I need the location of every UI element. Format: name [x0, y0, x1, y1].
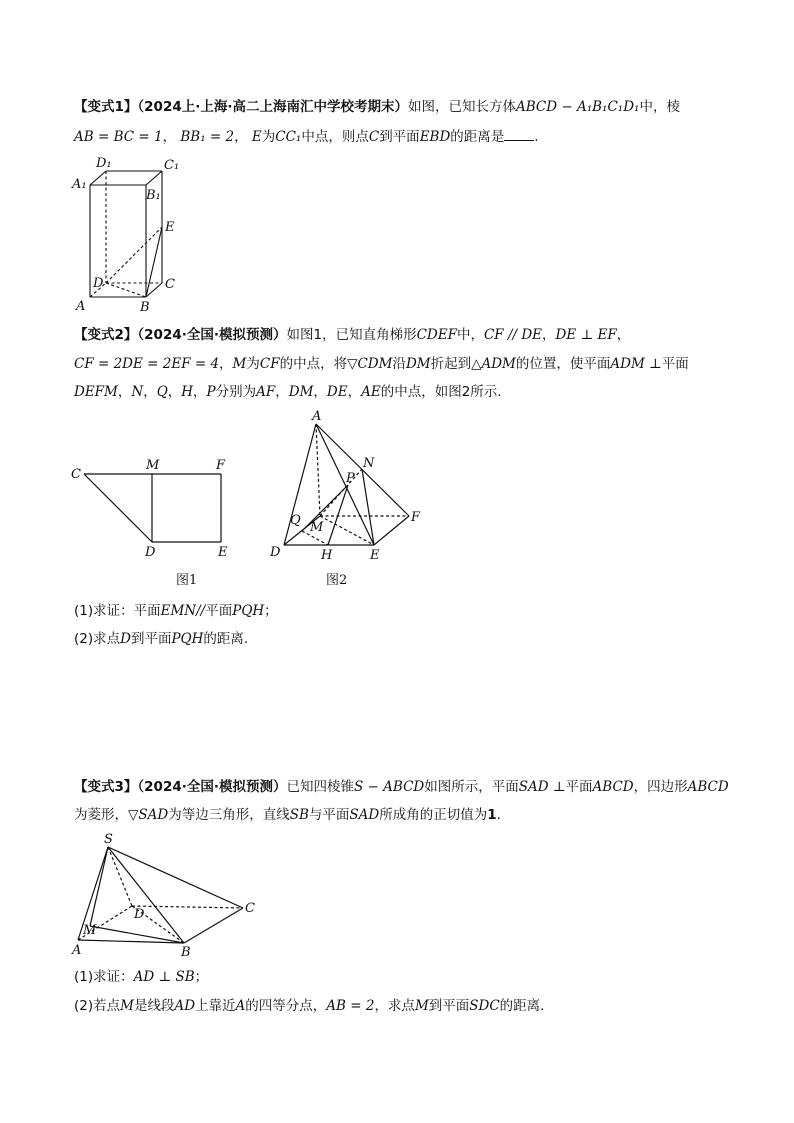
fig2-label-f: F	[411, 510, 421, 525]
p1-math: CC₁	[275, 129, 302, 145]
label-c: C	[165, 277, 175, 292]
p2-text: ，	[117, 384, 132, 400]
p3-text: 与平面	[308, 807, 350, 823]
p2-text: 平面	[661, 356, 689, 372]
fig2-label-e: E	[370, 548, 380, 563]
fig1-label-f: F	[216, 458, 226, 473]
p3-q2-text: (2)若点	[74, 998, 121, 1014]
p2-math: D	[120, 631, 131, 647]
p3-text: .	[496, 807, 501, 823]
p2-text: ，	[542, 327, 556, 343]
p3-math: S − ABCD	[354, 779, 425, 795]
p3-math: SAD ⊥	[518, 779, 566, 795]
p2-text: 如图1，已知直角梯形	[286, 327, 417, 343]
p2-math: CDEF	[416, 327, 457, 343]
p3-text: ；	[194, 969, 209, 985]
edge-sc	[108, 847, 243, 908]
p2-math: CF // DE	[483, 327, 543, 343]
label-d: D	[93, 276, 104, 291]
edge-cd	[84, 474, 152, 542]
p3-text: 已知四棱锥	[286, 779, 354, 795]
fig2-label-d: D	[270, 545, 281, 560]
p3-math: ABCD	[687, 779, 729, 795]
fig1-label-d: D	[145, 545, 156, 560]
p3-question-1	[74, 968, 208, 986]
p2-text: ，	[219, 356, 233, 372]
p2-math: ADM ⊥	[610, 356, 662, 372]
label-a: A	[76, 299, 86, 314]
p3-math: M	[414, 998, 429, 1014]
fig2-label-p: P	[346, 471, 355, 486]
p2-math: CF	[259, 356, 280, 372]
p2-text: ，	[193, 384, 207, 400]
label-c1: C₁	[164, 158, 180, 173]
edge-am	[316, 424, 320, 516]
edge-ef	[374, 516, 409, 545]
p2-text: 中，	[456, 327, 484, 343]
p3-text: 是线段	[133, 998, 175, 1014]
p1-math: BB₁ = 2	[180, 129, 235, 145]
edge-dc	[132, 906, 243, 908]
p2-q1-text: (1)求证：平面	[74, 603, 161, 619]
label-d1: D₁	[96, 156, 112, 171]
p2-text: 平面	[205, 603, 233, 619]
p3-math: AD	[174, 998, 196, 1014]
fig1-label-c: C	[71, 467, 81, 482]
p2-line-1	[74, 326, 630, 344]
p3-text: 如图所示，平面	[424, 779, 519, 795]
p3-label-s: S	[104, 832, 113, 847]
p2-math: PQH	[171, 631, 204, 647]
p3-label-m: M	[83, 923, 97, 938]
p3-text: 的距离.	[499, 998, 545, 1014]
fig2-label-a: A	[312, 409, 322, 424]
p3-line-2	[74, 806, 501, 824]
label-b1: B₁	[146, 188, 161, 203]
p2-text: 的中点，将	[279, 356, 348, 372]
p3-text: 的四等分点，	[245, 998, 327, 1014]
edge-sm	[90, 847, 108, 926]
p2-text: ，	[313, 384, 327, 400]
p1-text: 到平面	[379, 129, 420, 145]
label-a1: A₁	[72, 177, 87, 192]
edge-hp	[328, 485, 348, 545]
p2-text: 到平面	[130, 631, 172, 647]
p2-math: //	[196, 603, 206, 619]
edge-me	[320, 516, 374, 545]
p2-math: DE ⊥ EF	[555, 327, 617, 343]
p3-text: 上靠近	[195, 998, 236, 1014]
p2-text: ，	[167, 384, 182, 400]
p3-text: 到平面	[428, 998, 470, 1014]
p1-math-solid: ABCD − A₁B₁C₁D₁	[516, 99, 640, 115]
p2-math: ▽CDM	[347, 356, 393, 372]
p2-text: 折起到	[430, 356, 472, 372]
edge-bc	[184, 908, 243, 943]
p2-text: ，	[275, 384, 289, 400]
fig1-label-e: E	[218, 545, 228, 560]
p1-text: .	[534, 129, 539, 145]
p2-math: P	[206, 384, 216, 400]
p1-text: 中，棱	[639, 99, 680, 115]
fig2-label-m: M	[310, 520, 324, 535]
p2-question-1	[74, 602, 278, 620]
label-b: B	[140, 300, 150, 315]
p3-q1-text: (1)求证：	[74, 969, 134, 985]
p2-text: 的距离.	[203, 631, 249, 647]
p3-source: （2024·全国·模拟预测）	[137, 779, 287, 795]
p2-math: AE	[361, 384, 381, 400]
p2-figure-2-pyramid	[266, 407, 436, 592]
p3-label-c: C	[245, 901, 255, 916]
p2-math: △ADM	[471, 356, 516, 372]
p3-text: 平面	[565, 779, 593, 795]
p1-cuboid-figure	[70, 155, 190, 315]
p1-tag: 【变式1】	[74, 99, 138, 115]
fig2-caption: 图2	[326, 573, 348, 588]
p2-math: DM	[405, 356, 431, 372]
p1-text: 中点，则点	[301, 129, 369, 145]
label-e: E	[165, 220, 175, 235]
p2-math: H	[181, 384, 194, 400]
p2-math: EMN	[160, 603, 197, 619]
p2-math: Q	[156, 384, 168, 400]
p1-line-2: AB = BC = 1， BB₁ = 2， E为CC₁中点，则点C到平面EBD的距离是 .	[74, 129, 539, 145]
p3-math: AB = 2	[326, 998, 375, 1014]
p3-text: ，四边形	[633, 779, 688, 795]
p3-math: SAD	[349, 807, 380, 823]
p3-tag: 【变式3】	[74, 779, 138, 795]
p2-math: AF	[256, 384, 276, 400]
edge-db	[106, 283, 146, 297]
p1-math: AB = BC = 1	[74, 129, 163, 145]
edge-sb	[108, 847, 184, 943]
p2-text: 分别为	[215, 384, 257, 400]
edge-a1d1	[90, 171, 106, 185]
p2-tag: 【变式2】	[74, 327, 138, 343]
p1-math: C	[368, 129, 380, 145]
p3-value: 1	[487, 807, 497, 823]
p2-line-2	[74, 355, 689, 373]
p2-math: DM	[288, 384, 314, 400]
p2-text: ，	[143, 384, 157, 400]
edge-be	[146, 227, 162, 297]
p1-math: EBD	[419, 129, 451, 145]
p1-source: （2024上·上海·高二上海南汇中学校考期末）	[137, 99, 408, 115]
edge-qp	[302, 485, 348, 531]
p1-text: 的距离是	[450, 129, 505, 145]
edge-ae	[316, 424, 374, 545]
p1-line-1	[74, 98, 680, 116]
p3-question-2	[74, 997, 544, 1015]
p2-math: CF = 2DE = 2EF = 4	[74, 356, 220, 372]
p3-text: ，求点	[374, 998, 415, 1014]
p2-text: ，	[616, 327, 631, 343]
p3-label-d: D	[134, 907, 145, 922]
p3-math: ▽SAD	[128, 807, 169, 823]
p3-line-1	[74, 778, 729, 796]
p3-text: 为菱形，	[74, 807, 128, 823]
p2-source: （2024·全国·模拟预测）	[137, 327, 287, 343]
p2-figure-1-trapezoid	[66, 452, 246, 592]
p3-math: M	[120, 998, 134, 1014]
p3-label-b: B	[181, 945, 191, 960]
p3-text: 为等边三角形，直线	[168, 807, 290, 823]
answer-blank[interactable]	[504, 128, 534, 141]
p3-math: SDC	[469, 998, 500, 1014]
p3-pyramid-figure	[68, 830, 268, 960]
p2-math: M	[232, 356, 247, 372]
fig1-caption: 图1	[176, 573, 198, 588]
edge-de	[106, 227, 162, 283]
p2-math: DEFM	[74, 384, 118, 400]
p3-label-a: A	[72, 943, 82, 958]
fig2-label-q: Q	[290, 513, 301, 528]
p2-text: 的位置，使平面	[515, 356, 611, 372]
p1-text: 为	[261, 129, 276, 145]
p2-q2-text: (2)求点	[74, 631, 121, 647]
p3-math: A	[235, 998, 246, 1014]
p3-math: AD ⊥ SB	[133, 969, 195, 985]
fig1-label-m: M	[146, 458, 160, 473]
fig2-label-h: H	[321, 548, 333, 563]
p2-math: DE	[326, 384, 348, 400]
p2-text: 的中点，如图2所示.	[380, 384, 502, 400]
edge-b1c1	[146, 171, 162, 185]
p1-math: E	[251, 129, 262, 145]
p2-line-3	[74, 383, 502, 401]
p3-math: ABCD	[592, 779, 634, 795]
p1-text: 如图，已知长方体	[408, 99, 516, 115]
fig2-label-n: N	[363, 456, 375, 471]
p2-text: ；	[264, 603, 278, 619]
p2-math: PQH	[232, 603, 265, 619]
p3-math: SB	[289, 807, 309, 823]
p2-question-2	[74, 630, 248, 648]
p2-text: 沿	[392, 356, 406, 372]
p2-math: N	[131, 384, 144, 400]
p3-text: 所成角的正切值为	[379, 807, 488, 823]
p2-text: 为	[246, 356, 260, 372]
p2-text: ，	[347, 384, 362, 400]
